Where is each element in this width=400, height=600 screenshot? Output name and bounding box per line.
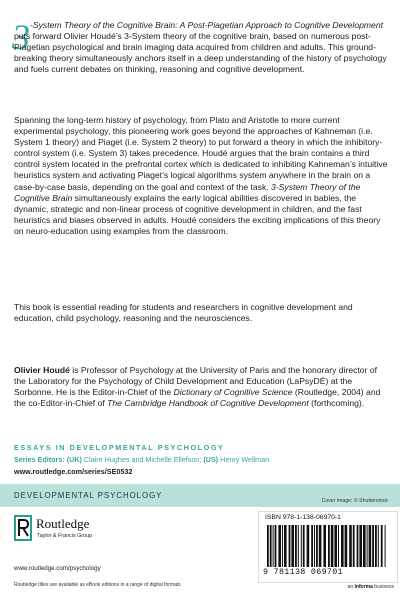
ebook-note: Routledge titles are available as eBook editions in a range of digital formats [14, 582, 181, 588]
series-editors [14, 455, 388, 464]
isbn-barcode-box [258, 511, 398, 583]
barcode-icon [265, 525, 391, 567]
audience-paragraph: This book is essential reading for students and researchers in cognitive development and education, child psychology, reasoning and the neurosciences. [14, 302, 353, 324]
uk-editors: Claire Hughes and Michelle Ellefson; [83, 455, 202, 464]
author-name: Olivier Houdé [14, 365, 70, 375]
informa-c: business [374, 584, 394, 590]
drop-numeral: 3 [12, 17, 30, 57]
history-text-a: Spanning the long-term history of psychology, from Plato and Aristotle to more current experimental psychology, this pioneering work goes beyond the approaches of Kahneman (i.e. System 1 theory) and Piaget (i.e. System 2 theory) to put forward a theory in which the inhibitory-control system (i.e. System 3) takes precedence. Houdé argues that the brain contains a third control system located in the prefrontal cortex which is dedicated to inhibiting Kahneman’s intuitive heuristics system and activating Piaget’s logical algorithms system anywhere in the brain on a case-by-case basis, depending on the goal and context of the task. [14, 115, 388, 192]
book-title-italic: -System Theory of the Cognitive Brain: A Post-Piagetian Approach to Cognitive Development [30, 20, 383, 30]
bio-text-a: is Professor of Psychology at the University of Paris and the honorary director of the Laboratory for the Psychology of Child Development and Education (LaPsyDÉ) at the Sorbonne. He is the Editor-in-Chief of the [14, 365, 378, 398]
publisher-group: Taylor & Francis Group [37, 533, 93, 539]
intro-paragraph [12, 17, 388, 75]
publisher-brand: Routledge [36, 516, 90, 531]
bio-text-c: (forthcoming). [308, 398, 365, 409]
uk-label: (UK) [66, 455, 82, 464]
series-editors-label: Series Editors: [14, 455, 65, 464]
series-url[interactable]: www.routledge.com/series/SE0532 [14, 467, 133, 476]
informa-business [348, 584, 394, 590]
history-title-italic: 3-System Theory of the Cognitive Brain [14, 181, 361, 203]
informa-b: informa [354, 584, 373, 590]
routledge-logo [14, 513, 124, 557]
series-title: ESSAYS IN DEVELOPMENTAL PSYCHOLOGY [14, 443, 225, 452]
bio-dictionary-title: Dictionary of Cognitive Science [173, 387, 293, 398]
isbn-label: ISBN 978-1-138-06970-1 [265, 514, 341, 521]
author-bio [14, 365, 388, 409]
series-info [14, 443, 388, 476]
publisher-url[interactable]: www.routledge.com/psychology [14, 565, 101, 572]
isbn-digits: 9 781138 069701 [263, 567, 343, 577]
history-paragraph [14, 115, 388, 237]
informa-a: an [347, 584, 354, 590]
bio-handbook-title: The Cambridge Handbook of Cognitive Development [107, 398, 309, 409]
bio-text-b: (Routledge, 2004) and the co-Editor-in-Chief of [14, 387, 381, 409]
category-label: DEVELOPMENTAL PSYCHOLOGY [14, 491, 163, 500]
intro-text: puts forward Olivier Houdé’s 3-System theory of the cognitive brain, based on numerous post-Piagetian psychological and brain imaging data acquired from children and adults. This ground-breaking theory simultaneously anchors itself in a deep understanding of the history of psychology and fuels current debates on thinking, reasoning and cognitive development. [14, 31, 387, 75]
us-label: (US) [203, 455, 219, 464]
routledge-r-icon [14, 515, 32, 541]
cover-credit: Cover image: © Shutterstock [321, 498, 388, 504]
us-editors: Henry Wellman [220, 455, 270, 464]
history-text-b: simultaneously explains the early logical abilities discovered in babies, the dynamic, strategic and non-linear process of cognitive development in children, and the fast heuristics and biases observed in adults. Houdé considers the exciting implications of this theory on neuro-education using examples from the classroom. [14, 192, 381, 236]
